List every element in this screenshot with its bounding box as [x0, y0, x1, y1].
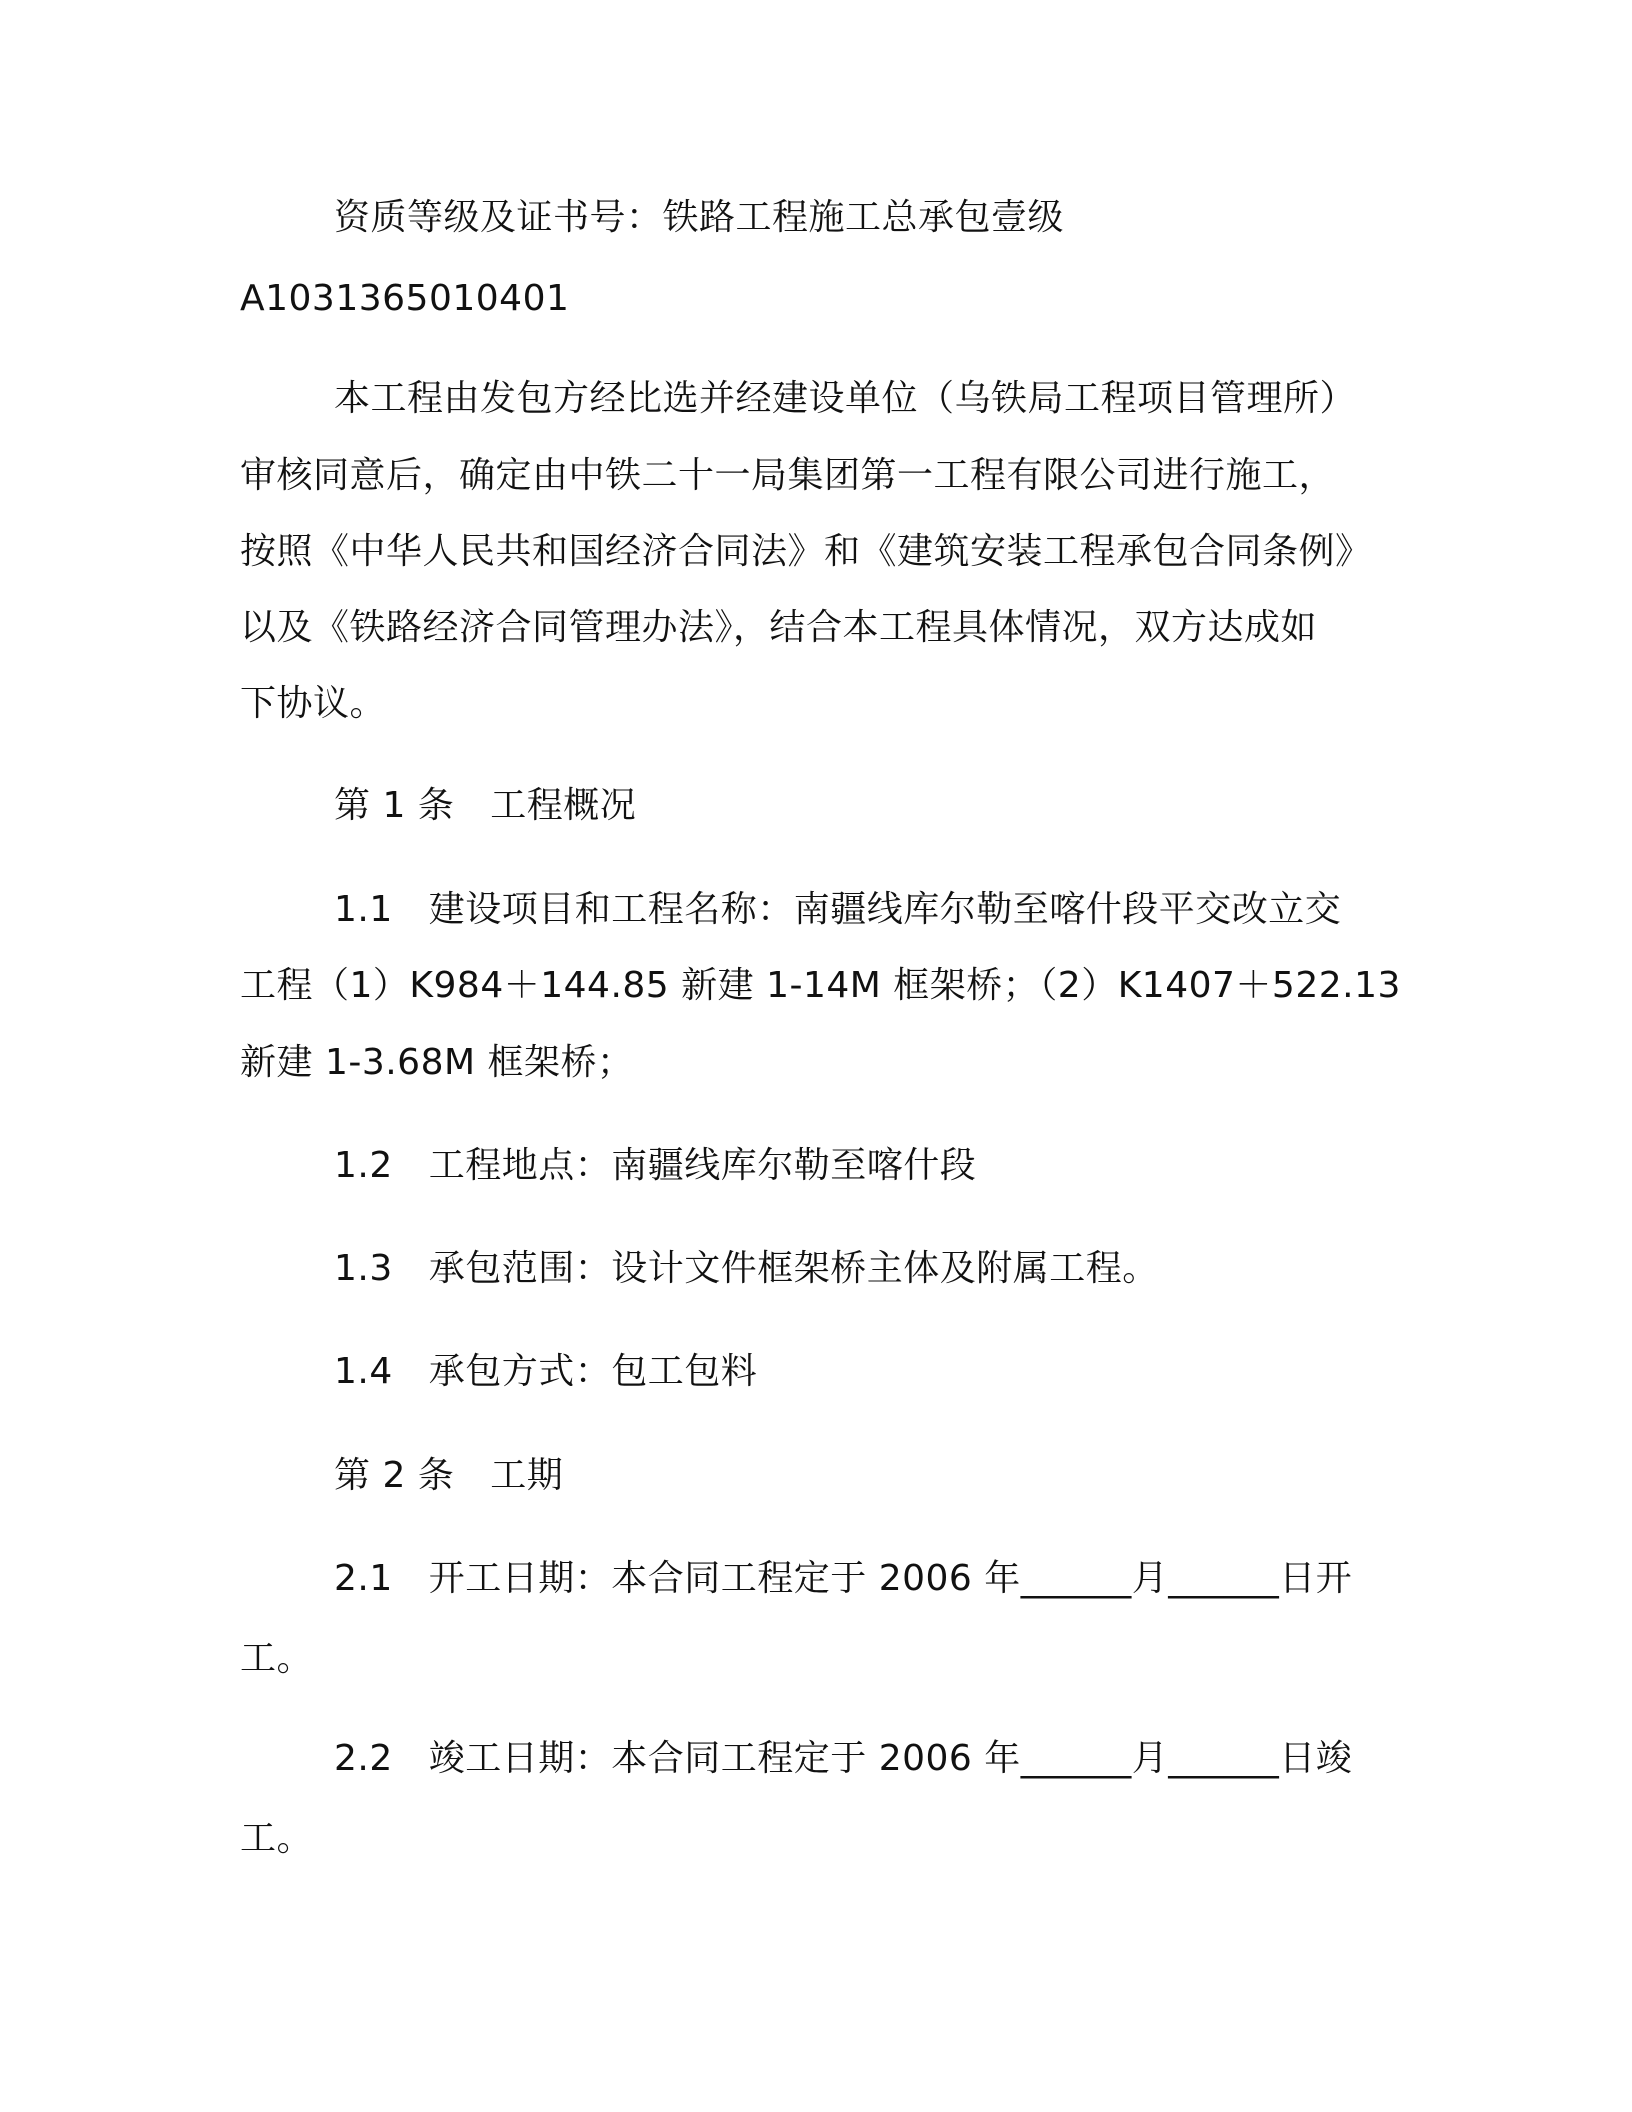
clause-1-1-text: 建设项目和工程名称：南疆线库尔勒至喀什段平交改立交	[428, 889, 1342, 930]
clause-2-2-text: 竣工日期：本合同工程定于 2006 年______月______日竣	[428, 1738, 1353, 1779]
clause-1-2-text: 工程地点：南疆线库尔勒至喀什段	[428, 1145, 977, 1186]
clause-2-1-line-1	[334, 1555, 1352, 1603]
clause-1-2	[334, 1142, 976, 1190]
clause-1-3-text: 承包范围：设计文件框架桥主体及附属工程。	[428, 1248, 1159, 1289]
clause-2-1-line-2: 工。	[240, 1638, 314, 1679]
intro-line-1: 本工程由发包方经比选并经建设单位（乌铁局工程项目管理所）	[334, 378, 1357, 419]
intro-line-3: 按照《中华人民共和国经济合同法》和《建筑安装工程承包合同条例》	[240, 531, 1372, 572]
article-1-heading	[334, 782, 636, 830]
clause-1-4-text: 承包方式：包工包料	[428, 1351, 758, 1392]
clause-1-4	[334, 1348, 757, 1396]
article-2-title: 工期	[490, 1455, 564, 1496]
clause-2-1-text: 开工日期：本合同工程定于 2006 年______月______日开	[428, 1558, 1353, 1599]
clause-1-2-number: 1.2	[334, 1145, 393, 1186]
clause-1-1-line-2: 工程（1）K984＋144.85 新建 1-14M 框架桥；（2）K1407＋522.13	[240, 965, 1401, 1006]
clause-1-1-number: 1.1	[334, 889, 393, 930]
clause-1-3	[334, 1245, 1159, 1293]
intro-line-5: 下协议。	[240, 683, 387, 724]
qualification-line-1: 资质等级及证书号：铁路工程施工总承包壹级	[334, 197, 1065, 238]
article-2-number: 第 2 条	[334, 1455, 455, 1496]
clause-2-2-number: 2.2	[334, 1738, 393, 1779]
article-2-heading	[334, 1452, 563, 1500]
intro-line-2: 审核同意后，确定由中铁二十一局集团第一工程有限公司进行施工，	[240, 455, 1336, 496]
article-1-title: 工程概况	[490, 785, 637, 826]
clause-1-1-line-3: 新建 1-3.68M 框架桥；	[240, 1042, 634, 1083]
qualification-line-2: A1031365010401	[240, 278, 570, 319]
article-1-number: 第 1 条	[334, 785, 455, 826]
clause-1-4-number: 1.4	[334, 1351, 393, 1392]
clause-1-1-line-1	[334, 886, 1341, 934]
clause-1-3-number: 1.3	[334, 1248, 393, 1289]
clause-2-1-number: 2.1	[334, 1558, 393, 1599]
clause-2-2-line-2: 工。	[240, 1818, 314, 1859]
intro-line-4: 以及《铁路经济合同管理办法》，结合本工程具体情况，双方达成如	[240, 607, 1318, 648]
clause-2-2-line-1	[334, 1735, 1352, 1783]
